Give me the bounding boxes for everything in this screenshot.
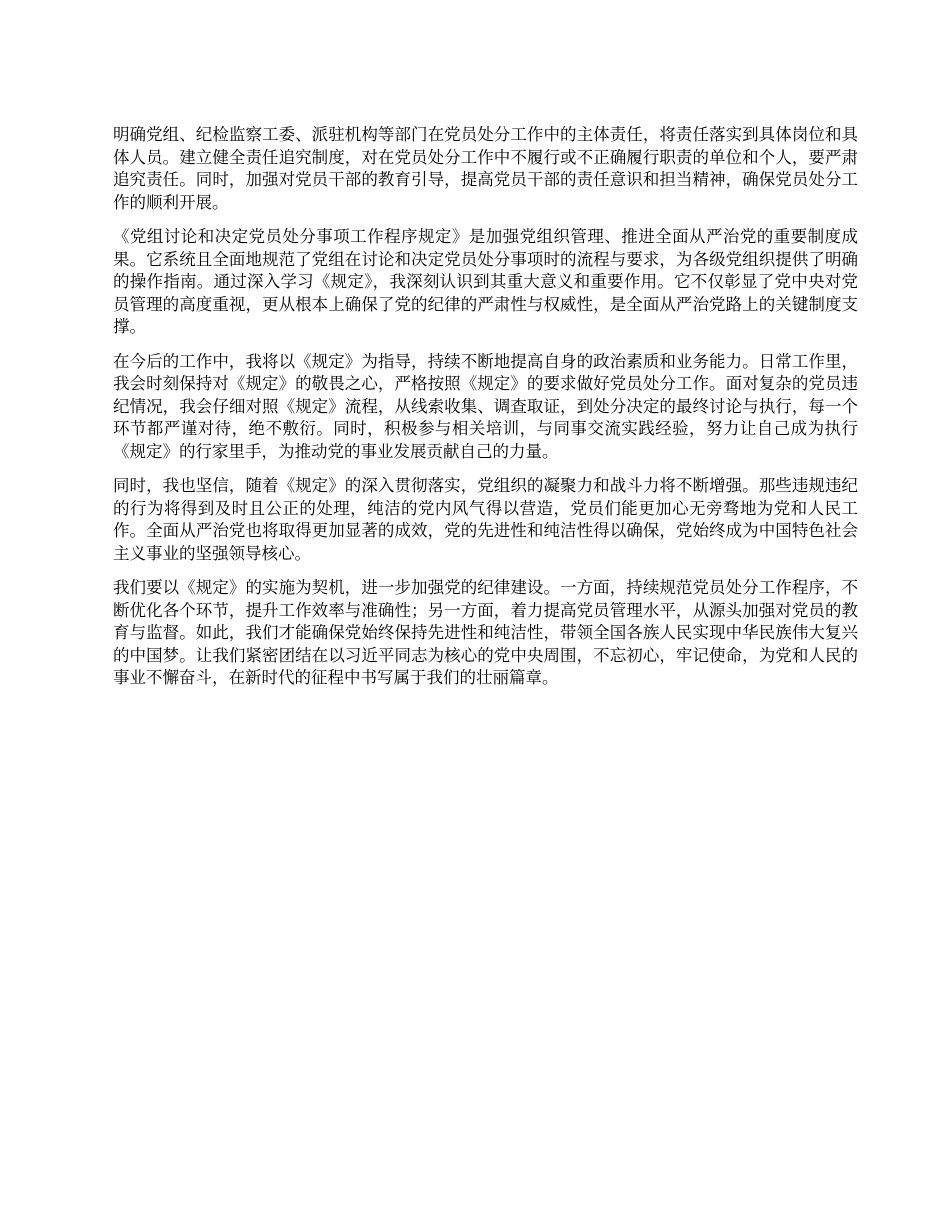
document-body bbox=[113, 124, 858, 702]
paragraph-3: 在今后的工作中，我将以《规定》为指导，持续不断地提高自身的政治素质和业务能力。日常工作里，我会时刻保持对《规定》的敬畏之心，严格按照《规定》的要求做好党员处分工作。面对复杂的党员违纪情况，我会仔细对照《规定》流程，从线索收集、调查取证，到处分决定的最终讨论与执行，每一个环节都严谨对待，绝不敷衍。同时，积极参与相关培训，与同事交流实践经验，努力让自己成为执行《规定》的行家里手，为推动党的事业发展贡献自己的力量。 bbox=[113, 351, 858, 461]
paragraph-2: 《党组讨论和决定党员处分事项工作程序规定》是加强党组织管理、推进全面从严治党的重要制度成果。它系统且全面地规范了党组在讨论和决定党员处分事项时的流程与要求，为各级党组织提供了明确的操作指南。通过深入学习《规定》，我深刻认识到其重大意义和重要作用。它不仅彰显了党中央对党员管理的高度重视，更从根本上确保了党的纪律的严肃性与权威性，是全面从严治党路上的关键制度支撑。 bbox=[113, 227, 858, 336]
paragraph-4: 同时，我也坚信，随着《规定》的深入贯彻落实，党组织的凝聚力和战斗力将不断增强。那些违规违纪的行为将得到及时且公正的处理，纯洁的党内风气得以营造，党员们能更加心无旁骛地为党和人民工作。全面从严治党也将取得更加显著的成效，党的先进性和纯洁性得以确保，党始终成为中国特色社会主义事业的坚强领导核心。 bbox=[113, 476, 858, 563]
paragraph-5: 我们要以《规定》的实施为契机，进一步加强党的纪律建设。一方面，持续规范党员处分工作程序，不断优化各个环节，提升工作效率与准确性；另一方面，着力提高党员管理水平，从源头加强对党员的教育与监督。如此，我们才能确保党始终保持先进性和纯洁性，带领全国各族人民实现中华民族伟大复兴的中国梦。让我们紧密团结在以习近平同志为核心的党中央周围，不忘初心，牢记使命，为党和人民的事业不懈奋斗，在新时代的征程中书写属于我们的壮丽篇章。 bbox=[113, 578, 858, 687]
paragraph-1: 明确党组、纪检监察工委、派驻机构等部门在党员处分工作中的主体责任，将责任落实到具体岗位和具体人员。建立健全责任追究制度，对在党员处分工作中不履行或不正确履行职责的单位和个人，要严肃追究责任。同时，加强对党员干部的教育引导，提高党员干部的责任意识和担当精神，确保党员处分工作的顺利开展。 bbox=[113, 125, 858, 212]
